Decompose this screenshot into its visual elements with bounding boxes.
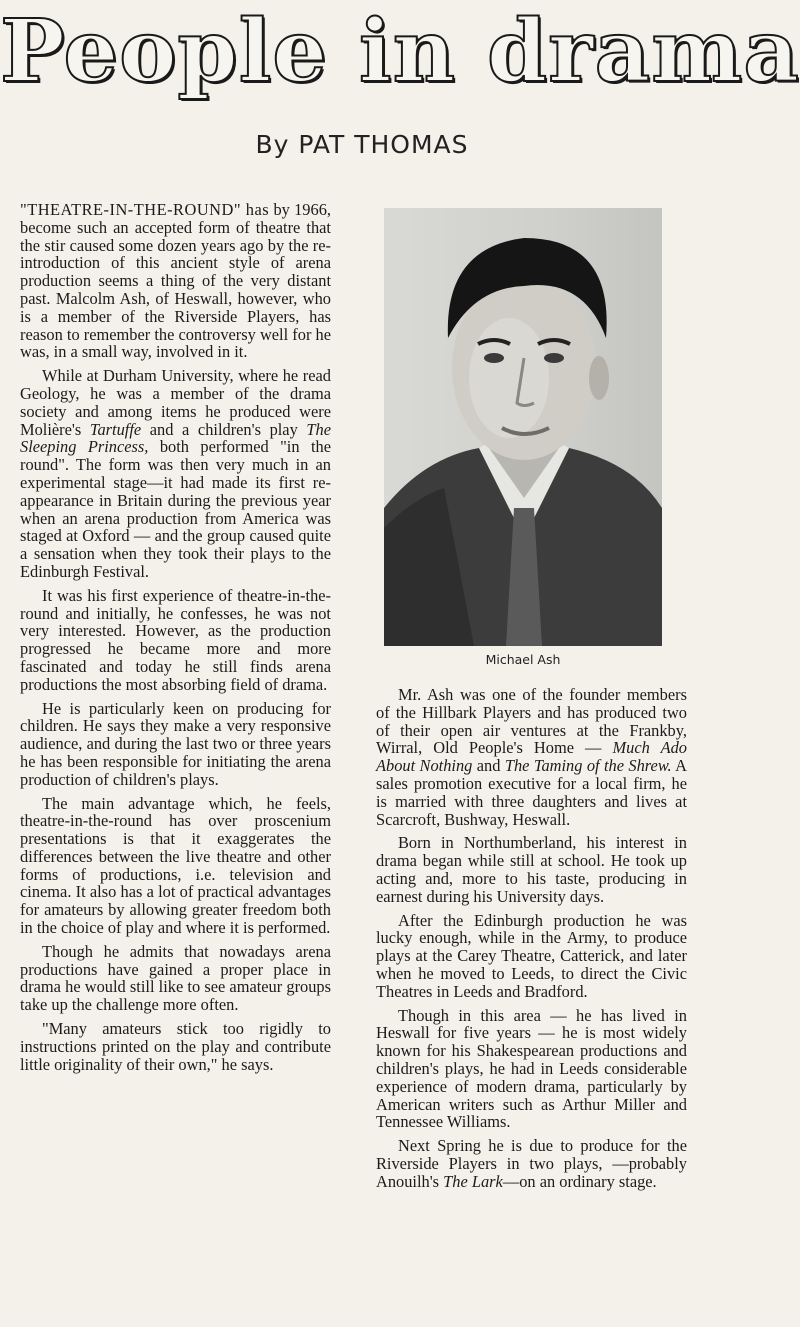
portrait-illustration (384, 208, 662, 646)
paragraph: Though he admits that nowadays arena productions have gained a proper place in drama he would still like to see amateur groups take up the challenge more often. (20, 941, 331, 1015)
paragraph (376, 686, 687, 828)
paragraph: The main advantage which, he feels, theatre-in-the-round has over proscenium presentations is that it exaggerates the differences between the live theatre and other forms of productions, i.e. television and cinema. It also has a lot of practical advantages for amateurs by allowing greater freedom both in the choice of play and where it is performed. (20, 793, 331, 938)
paragraph: It was his first experience of theatre-in-the-round and initially, he confesses, he was not very interested. However, as the production progressed he became more and more fascinated and today he still finds arena productions the most absorbing field of drama. (20, 585, 331, 694)
paragraph-text: Mr. Ash was one of the founder members of the Hillbark Players and has produced two of their open air ventures at the Frankby, Wirral, Old People's Home — (376, 685, 687, 758)
paragraph-text: and (472, 756, 505, 776)
left-column (20, 201, 331, 1079)
portrait-photo (384, 208, 662, 646)
play-title: The Taming of the Shrew. (504, 756, 672, 776)
paragraph: Though in this area — he has lived in Heswall for five years — he is most widely known for his Shakespearean productions and children's plays, he had in Leeds considerable experience of modern drama, particularly by American writers such as Arthur Miller and Tennessee Williams. (376, 1005, 687, 1132)
right-column (376, 686, 687, 1197)
play-title: Tartuffe (89, 419, 142, 439)
paragraph: After the Edinburgh production he was lucky enough, while in the Army, to produce plays at the Carey Theatre, Catterick, and later when he moved to Leeds, to direct the Civic Theatres in Leeds and Bradford. (376, 910, 687, 1001)
paragraph-text: A sales promotion executive for a local firm, he is married with three daughters and lives at Scarcroft, Bushway, Heswall. (376, 756, 687, 829)
paragraph (20, 201, 331, 361)
photo-caption: Michael Ash (485, 652, 561, 667)
paragraph: Born in Northumberland, his interest in drama began while still at school. He took up acting and, more to his taste, producing in earnest during his University days. (376, 833, 687, 906)
lead-in: "THEATRE-IN-THE-ROUND" has (20, 200, 270, 219)
paragraph-text: While at Durham University, where he read Geology, he was a member of the drama society and among items he produced were Molière's (20, 366, 331, 439)
paragraph (20, 367, 331, 581)
byline: By PAT THOMAS (255, 130, 469, 159)
paragraph-text: and a children's play (141, 419, 307, 439)
paragraph-text: both performed "in the round". The form was then very much in an experimental stage—it had made its first re-appearance in Britain during the previous year when an arena production from America was staged at Oxford — and the group caused quite a sensation when they took their plays to the Edinburgh Festival. (20, 437, 331, 581)
paragraph: He is particularly keen on producing for children. He says they make a very responsive audience, and during the last two or three years he has been responsible for initiating the arena production of children's plays. (20, 698, 331, 789)
headline: People in drama (0, 1, 800, 102)
paragraph-text: Next Spring he is due to produce for the Riverside Players in two plays, —probably Anouilh's (376, 1136, 687, 1191)
paragraph (376, 1137, 687, 1190)
play-title: Much Ado About Nothing (376, 738, 687, 776)
paragraph-text: —on an ordinary stage. (502, 1171, 657, 1191)
paragraph: "Many amateurs stick too rigidly to instructions printed on the play and contribute little originality of their own," he says. (20, 1019, 331, 1074)
paragraph-text: by 1966, become such an accepted form of theatre that the stir caused some dozen years ago by the re-introduction of this ancient style of arena production seems a thing of the very distant past. Malcolm Ash, of Heswall, however, who is a member of the Riverside Players, has reason to remember the controversy well for he was, in a small way, involved in it. (20, 200, 331, 362)
play-title: The Sleeping Princess, (20, 419, 331, 457)
play-title: The Lark (443, 1171, 503, 1191)
